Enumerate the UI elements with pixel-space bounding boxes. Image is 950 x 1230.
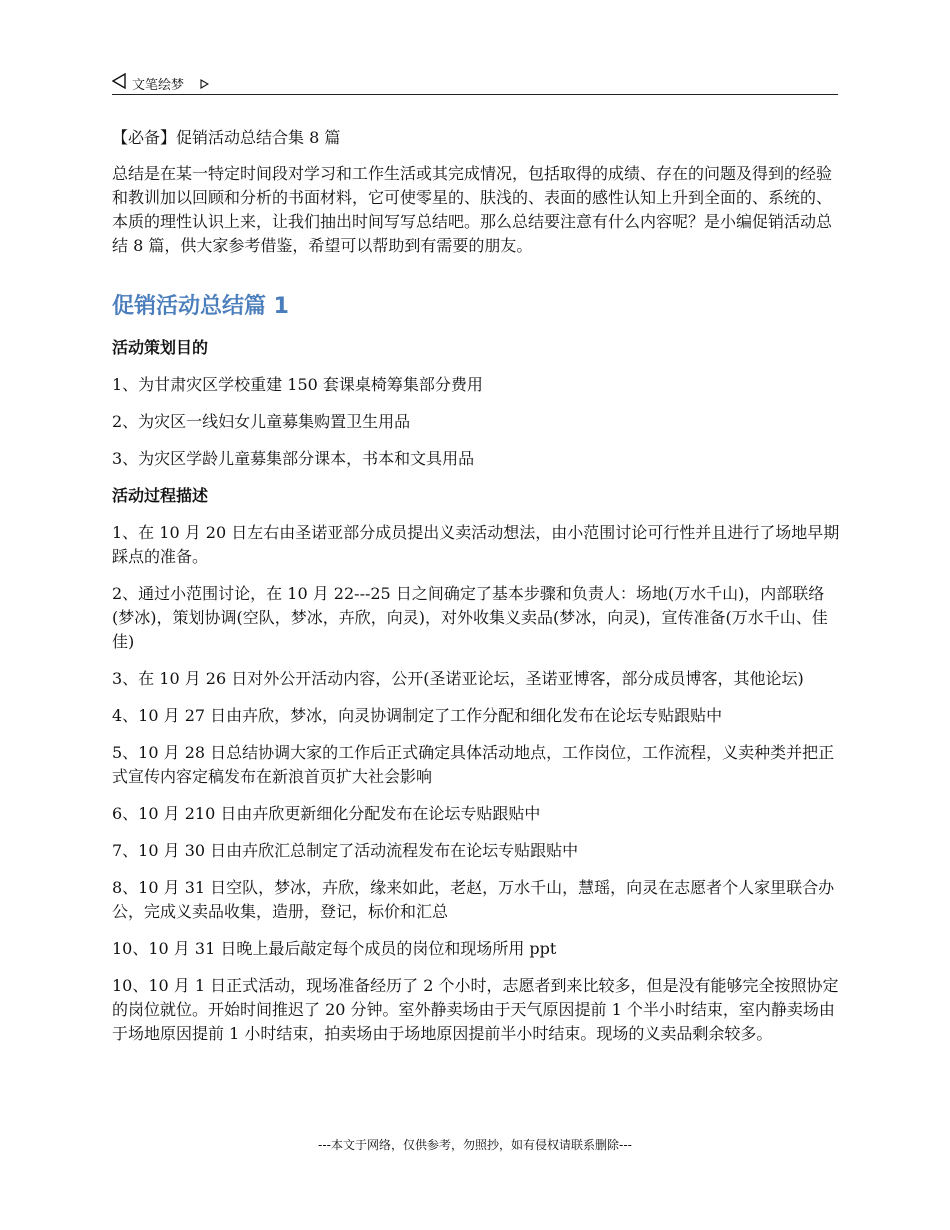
document-body <box>112 126 840 1059</box>
process-item: 1、在 10 月 20 日左右由圣诺亚部分成员提出义卖活动想法，由小范围讨论可行性并且进行了场地早期踩点的准备。 <box>112 523 840 566</box>
process-item: 4、10 月 27 日由卉欣，梦冰，向灵协调制定了工作分配和细化发布在论坛专贴跟贴中 <box>112 706 723 725</box>
page-footer-disclaimer: ---本文于网络，仅供参考，勿照抄，如有侵权请联系删除--- <box>318 1138 632 1152</box>
process-item: 6、10 月 210 日由卉欣更新细化分配发布在论坛专贴跟贴中 <box>112 804 541 823</box>
triangle-right-outline-icon <box>200 74 209 93</box>
process-item: 5、10 月 28 日总结协调大家的工作后正式确定具体活动地点，工作岗位，工作流程，义卖种类并把正式宣传内容定稿发布在新浪首页扩大社会影响 <box>112 743 835 786</box>
subhead-activity-goals: 活动策划目的 <box>112 338 209 357</box>
section-title: 促销活动总结篇 1 <box>112 294 289 319</box>
process-item: 8、10 月 31 日空队，梦冰，卉欣，缘来如此，老赵，万水千山，慧瑶，向灵在志愿者个人家里联合办公，完成义卖品收集，造册，登记，标价和汇总 <box>112 878 835 921</box>
process-item: 10、10 月 31 日晚上最后敲定每个成员的岗位和现场所用 ppt <box>112 939 557 958</box>
subhead-process: 活动过程描述 <box>112 486 209 505</box>
goal-item: 2、为灾区一线妇女儿童募集购置卫生用品 <box>112 412 411 431</box>
process-item: 10、10 月 1 日正式活动，现场准备经历了 2 个小时，志愿者到来比较多，但是没有能够完全按照协定的岗位就位。开始时间推迟了 20 分钟。室外静卖场由于天气原因提前 1 个半小时结束，室内静卖场由于场地原因提前 1 小时结束，拍卖场由于场地原因提前半小时结束。现场的义卖品剩余较多。 <box>112 976 839 1043</box>
page-header <box>112 70 838 95</box>
intro-paragraph: 总结是在某一特定时间段对学习和工作生活或其完成情况，包括取得的成绩、存在的问题及得到的经验和教训加以回顾和分析的书面材料，它可使零星的、肤浅的、表面的感性认知上升到全面的、系统的、本质的理性认识上来，让我们抽出时间写写总结吧。那么总结要注意有什么内容呢？是小编促销活动总结 8 篇，供大家参考借鉴，希望可以帮助到有需要的朋友。 <box>112 164 833 255</box>
header-brand: 文笔绘梦 <box>132 78 185 93</box>
process-item: 2、通过小范围讨论，在 10 月 22---25 日之间确定了基本步骤和负责人：场地(万水千山)，内部联络(梦冰)，策划协调(空队，梦冰，卉欣，向灵)，对外收集义卖品(梦冰，向灵)，宣传准备(万水千山、佳佳) <box>112 584 828 651</box>
process-item: 7、10 月 30 日由卉欣汇总制定了活动流程发布在论坛专贴跟贴中 <box>112 841 579 860</box>
goal-item: 1、为甘肃灾区学校重建 150 套课桌椅筹集部分费用 <box>112 375 483 394</box>
process-item: 3、在 10 月 26 日对外公开活动内容，公开(圣诺亚论坛，圣诺亚博客，部分成员博客，其他论坛) <box>112 669 804 688</box>
triangle-left-outline-icon <box>112 73 126 93</box>
document-title-line: 【必备】促销活动总结合集 8 篇 <box>112 128 341 147</box>
goal-item: 3、为灾区学龄儿童募集部分课本，书本和文具用品 <box>112 449 475 468</box>
